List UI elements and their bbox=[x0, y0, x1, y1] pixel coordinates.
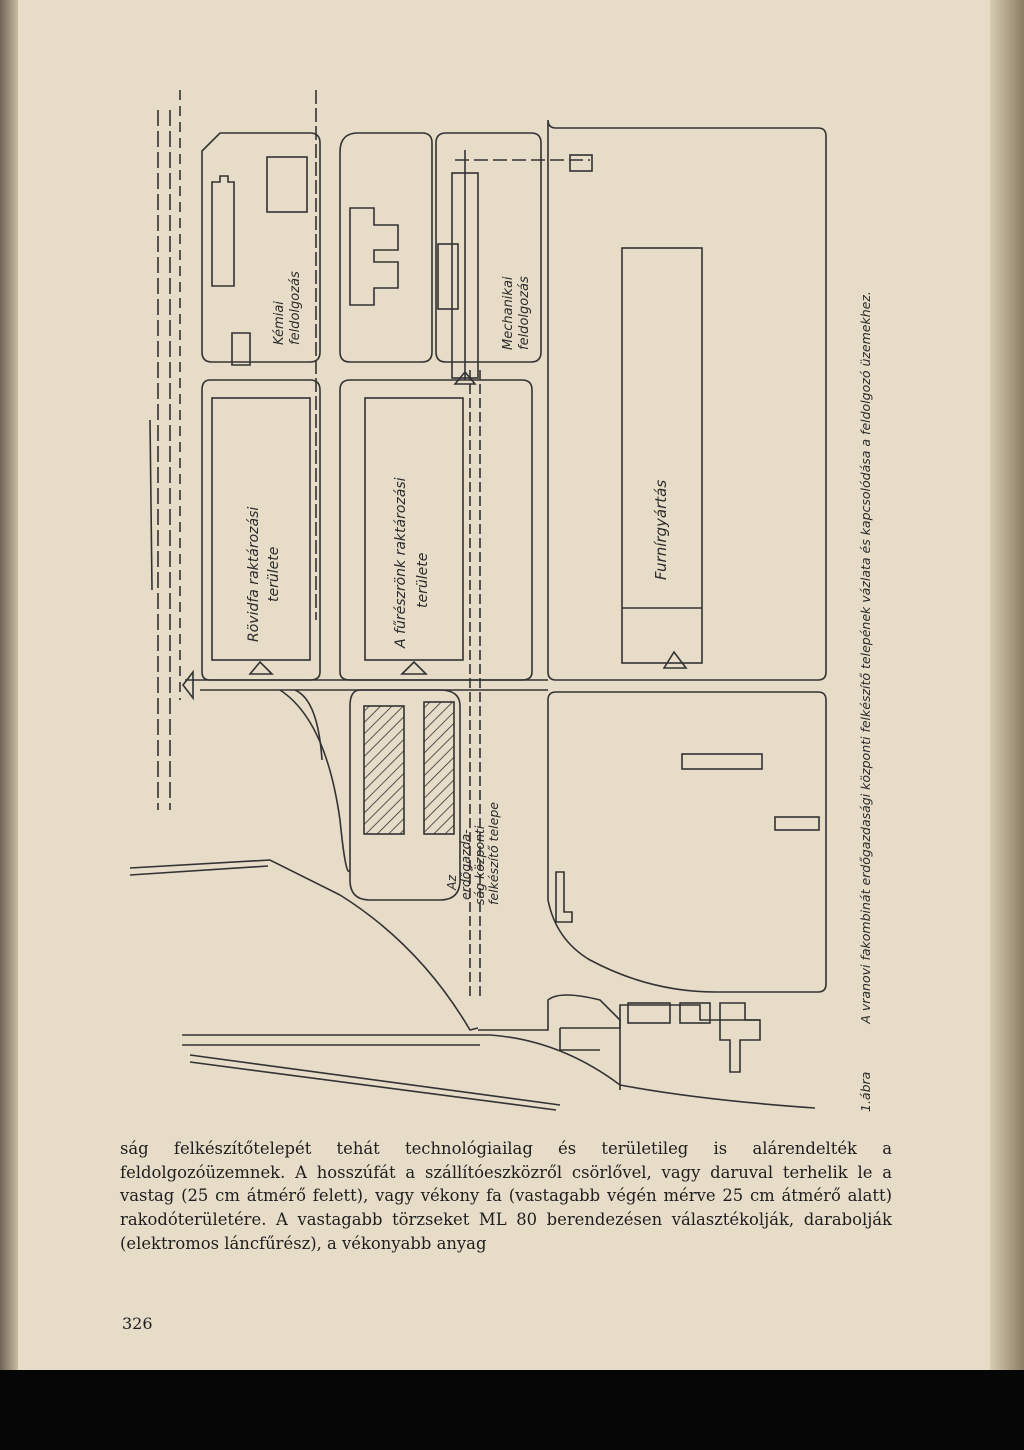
label-prep-1: Az bbox=[444, 874, 459, 890]
label-prep-3: ság központi bbox=[472, 825, 487, 905]
label-chemical-1: Kémiai bbox=[272, 301, 287, 345]
label-mechanical-1: Mechanikai bbox=[501, 276, 516, 350]
figure-caption-text: A vranovi fakombinát erdőgazdasági központi felkészítő telepének vázlata és kapcsolódása a feldolgozó üzemekhez. bbox=[858, 291, 873, 1024]
label-mechanical-2: feldolgozás bbox=[517, 276, 532, 350]
block-lower-right bbox=[548, 692, 826, 992]
label-sawlog-2: területe bbox=[415, 552, 431, 608]
svg-text:Kémiai feldolgozás bbox=[272, 271, 303, 345]
figure-number: 1.ábra bbox=[858, 1071, 873, 1112]
block-sawlog-storage bbox=[340, 370, 532, 1000]
figure-caption bbox=[858, 112, 873, 1112]
label-chemical-2: feldolgozás bbox=[288, 271, 303, 345]
scan-background bbox=[0, 1370, 1024, 1450]
railway-tracks bbox=[150, 90, 180, 810]
label-prep-4: felkészítő telepe bbox=[486, 802, 501, 905]
label-prep-2: erdőgazda- bbox=[458, 829, 473, 900]
svg-text:A fűrészrönk raktározási t bbox=[393, 473, 431, 649]
body-paragraph bbox=[120, 1137, 892, 1256]
label-short-timber-1: Rövidfa raktározási bbox=[246, 506, 262, 642]
label-veneer: Furnírgyártás bbox=[652, 479, 670, 580]
svg-text:Mechanikai feldolgozás bbox=[501, 272, 532, 350]
block-middle-upper bbox=[340, 133, 432, 362]
label-short-timber-2: területe bbox=[266, 546, 282, 602]
block-veneer-production bbox=[548, 120, 826, 680]
body-text: ság felkészítőtelepét tehát technológiailag és területileg is alárendelték a feldolgozóüzemnek. A hosszúfát a szállítóeszközről csörlővel, vagy daruval terhelik le a vastag (25 cm átmérő felett), vagy vékony fa (vastagabb végén mérve 25 cm átmérő alatt) rakodóterületére. A vastagabb törzseket ML 80 berendezésen választékolják, darabolják (elektromos láncfűrész), a vékonyabb anyag bbox=[120, 1139, 892, 1253]
block-preparation-site bbox=[350, 690, 460, 900]
svg-text:Rövidfa raktározási terüle bbox=[246, 502, 282, 642]
page-number: 326 bbox=[122, 1314, 153, 1333]
label-sawlog-1: A fűrészrönk raktározási bbox=[393, 477, 409, 648]
